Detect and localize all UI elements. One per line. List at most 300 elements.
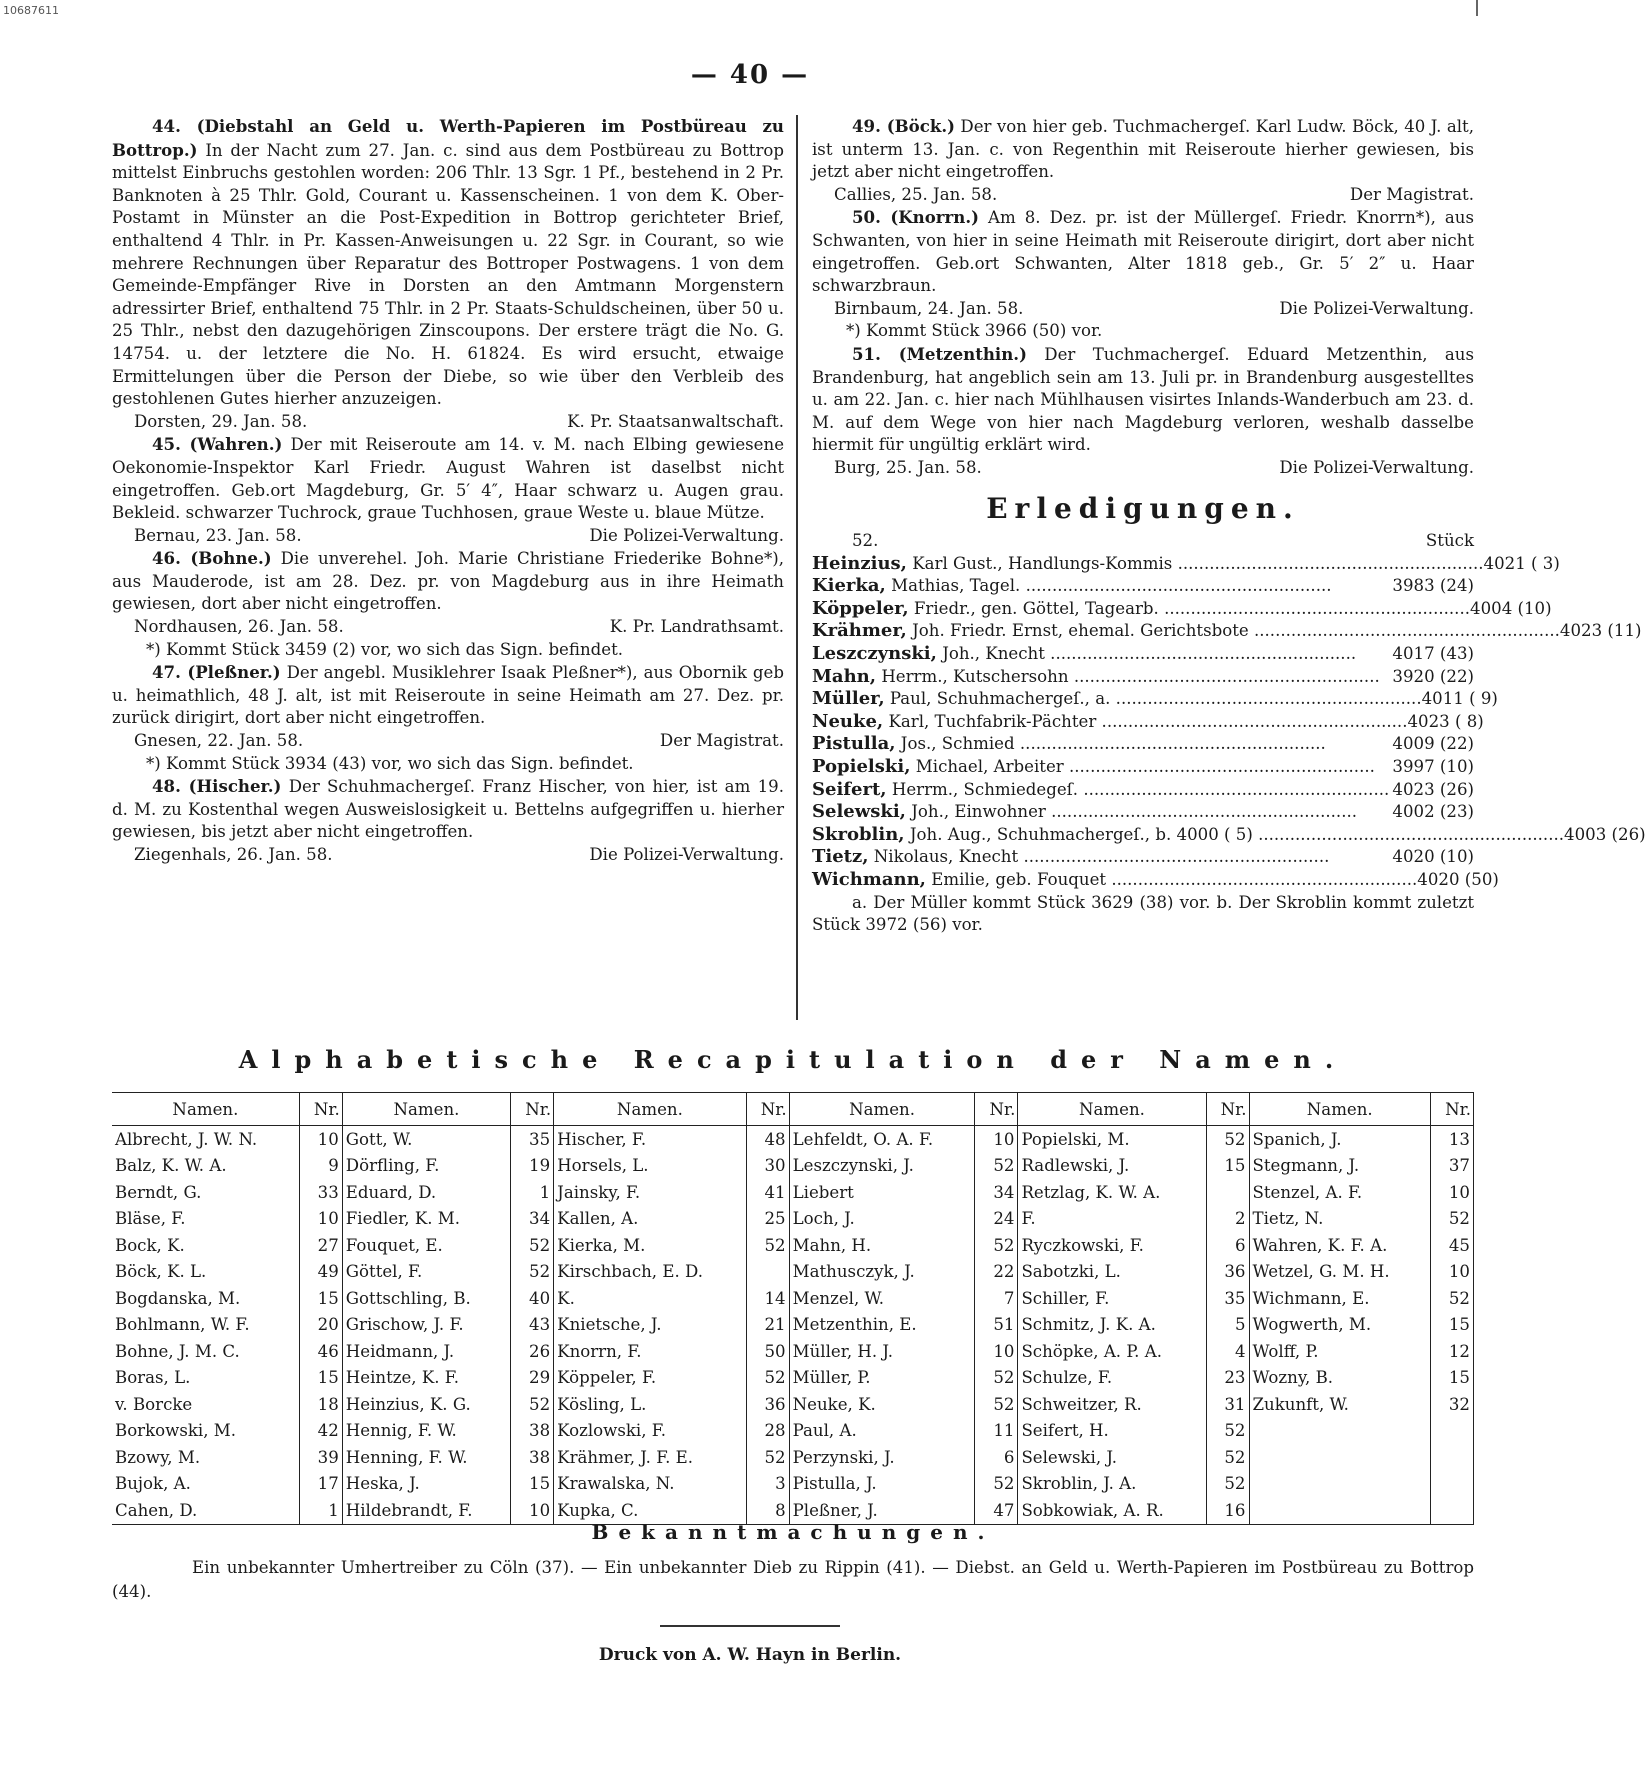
recap-nr-cell: 34 — [511, 1206, 554, 1233]
recap-row — [112, 1391, 1474, 1418]
recap-nr-cell: 11 — [975, 1418, 1018, 1445]
notice-head: 48. (Hischer.) — [152, 776, 282, 797]
recap-nr-cell: 34 — [975, 1179, 1018, 1206]
erledigung-text: Popielski, Michael, Arbeiter .......................................................... — [812, 756, 1375, 778]
erledigung-text: Skroblin, Joh. Aug., Schuhmachergeſ., b. 4000 ( 5) .......................................................... — [812, 823, 1565, 845]
recap-name-cell: Gott, W. — [345, 1129, 413, 1149]
erledigung-text: Wichmann, Emilie, geb. Fouquet .......................................................... — [812, 869, 1418, 890]
erledigung-name: Köppeler, — [812, 597, 909, 619]
recap-nr-cell: 52 — [975, 1232, 1018, 1259]
recap-nr-cell: 30 — [746, 1153, 789, 1180]
notice-signature — [112, 844, 784, 867]
recap-table — [112, 1092, 1474, 1525]
erledigungen-list — [812, 552, 1646, 892]
notice-place: Callies, 25. Jan. 58. — [834, 184, 998, 204]
notice-entry — [112, 433, 784, 524]
erledigung-text: Köppeler, Friedr., gen. Göttel, Tagearb. .......................................................... — [812, 597, 1471, 619]
recap-nr-cell: 22 — [975, 1259, 1018, 1286]
recap-col-name: Namen. — [112, 1093, 299, 1126]
erledigung-text: Selewski, Joh., Einwohner .......................................................... — [812, 801, 1358, 823]
recap-nr-cell: 38 — [511, 1418, 554, 1445]
erledigung-name: Leszczynski, — [812, 643, 937, 665]
erledigung-detail: Joh. Aug., Schuhmachergeſ., b. 4000 ( 5) — [909, 824, 1253, 844]
right-entries — [812, 115, 1474, 480]
recap-name-cell: Leszczynski, J. — [792, 1156, 914, 1176]
recap-nr-cell: 51 — [975, 1312, 1018, 1339]
recap-row — [112, 1418, 1474, 1445]
recap-nr-cell: 1 — [299, 1497, 342, 1524]
erledigung-detail: Herrm., Schmiedegeſ. — [891, 779, 1079, 799]
recap-name-cell: Bogdanska, M. — [115, 1288, 241, 1308]
erledigung-detail: Joh., Einwohner — [911, 802, 1046, 822]
erledigung-detail: Michael, Arbeiter — [915, 757, 1064, 777]
recap-body — [112, 1126, 1474, 1525]
recap-name-cell: Albrecht, J. W. N. — [115, 1129, 258, 1149]
recap-nr-cell: 31 — [1206, 1391, 1249, 1418]
recap-nr-cell: 5 — [1206, 1312, 1249, 1339]
recap-nr-cell: 48 — [746, 1126, 789, 1153]
erledigung-row — [812, 552, 1560, 576]
recap-col-name: Namen. — [1249, 1093, 1431, 1126]
erledigung-name: Mahn, — [812, 665, 877, 687]
erledigung-stueck: 4020 (10) — [1392, 847, 1474, 867]
recap-row — [112, 1179, 1474, 1206]
notice-authority: Die Polizei-Verwaltung. — [1279, 457, 1474, 477]
recap-name-cell: Mathusczyk, J. — [792, 1262, 915, 1282]
recap-nr-cell: 17 — [299, 1471, 342, 1498]
recap-nr-cell: 15 — [1206, 1153, 1249, 1180]
recap-nr-cell: 28 — [746, 1418, 789, 1445]
recap-name-cell: Wolff, P. — [1252, 1341, 1319, 1361]
recap-name-cell: Wogwerth, M. — [1252, 1315, 1372, 1335]
erledigung-row — [812, 575, 1474, 598]
stueck-label: Stück — [1425, 531, 1474, 551]
recap-name-cell: Schweitzer, R. — [1021, 1394, 1142, 1414]
notice-head: 46. (Bohne.) — [152, 548, 272, 569]
recap-name-cell: Radlewski, J. — [1021, 1156, 1130, 1176]
recap-name-cell: Schulze, F. — [1021, 1368, 1113, 1388]
recap-name-cell: Berndt, G. — [115, 1182, 202, 1202]
erledigung-name: Pistulla, — [812, 733, 896, 755]
notice-place: Nordhausen, 26. Jan. 58. — [134, 617, 344, 637]
bekanntmachungen-text: Ein unbekannter Umhertreiber zu Cöln (37). — Ein unbekannter Dieb zu Rippin (41). — Diebst. an Geld u. Werth-Papieren im Postbüreau zu Bottrop (44). — [112, 1558, 1474, 1601]
erledigung-stueck: 4017 (43) — [1392, 644, 1474, 664]
recap-name-cell: Cahen, D. — [112, 1497, 299, 1524]
notice-body: Der angebl. Musiklehrer Isaak Pleßner*), aus Obornik geb u. heimathlich, 48 J. alt, ist mit Reiseroute in seine Heimath am 27. Dez. pr. zurück dirigirt, dort aber nicht eingetroffen. — [112, 663, 784, 728]
recap-nr-cell: 40 — [511, 1285, 554, 1312]
erledigung-row — [812, 756, 1474, 779]
recap-name-cell: Kösling, L. — [557, 1394, 647, 1414]
notice-entry — [812, 115, 1474, 184]
recap-nr-cell: 52 — [1206, 1126, 1249, 1153]
erledigung-name: Seifert, — [812, 778, 887, 800]
margin-mark — [1476, 0, 1478, 16]
recap-name-cell: Köppeler, F. — [557, 1368, 657, 1388]
recap-nr-cell: 52 — [746, 1444, 789, 1471]
recap-col-nr: Nr. — [1431, 1093, 1474, 1126]
recap-name-cell: Bujok, A. — [115, 1474, 191, 1494]
recap-nr-cell: 52 — [511, 1232, 554, 1259]
recap-name-cell — [1249, 1418, 1431, 1445]
erledigung-name: Wichmann, — [812, 869, 926, 890]
recap-nr-cell: 52 — [975, 1365, 1018, 1392]
notice-footnote: *) Kommt Stück 3966 (50) vor. — [846, 321, 1103, 341]
notice-authority: Die Polizei-Verwaltung. — [589, 525, 784, 545]
recap-nr-cell — [1431, 1444, 1474, 1471]
recap-name-cell: Bzowy, M. — [115, 1447, 201, 1467]
recap-name-cell: Lehfeldt, O. A. F. — [792, 1129, 934, 1149]
erledigung-stueck: 4002 (23) — [1392, 802, 1474, 822]
recap-nr-cell: 15 — [511, 1471, 554, 1498]
erledigung-row — [812, 666, 1474, 689]
notice-entry — [112, 547, 784, 616]
erledigung-row — [812, 620, 1642, 643]
erledigung-name: Müller, — [812, 688, 885, 710]
erledigung-name: Krähmer, — [812, 620, 907, 642]
bekanntmachungen-title: Bekanntmachungen. — [591, 1520, 995, 1544]
erledigung-detail: Herrm., Kutschersohn — [881, 666, 1069, 686]
erledigung-stueck: 4021 ( 3) — [1483, 553, 1560, 573]
recap-name-cell: Borkowski, M. — [115, 1421, 237, 1441]
notice-body: Die unverehel. Joh. Marie Christiane Friederike Bohne*), aus Mauderode, ist am 28. Dez. pr. von Magdeburg aus in ihre Heimath gewiesen, dort aber nicht eingetroffen. — [112, 549, 785, 614]
recap-nr-cell: 52 — [511, 1391, 554, 1418]
recap-nr-cell: 52 — [975, 1471, 1018, 1498]
recap-name-cell: Metzenthin, E. — [792, 1315, 917, 1335]
recap-name-cell: Heinzius, K. G. — [345, 1394, 471, 1414]
recap-name-cell: Mahn, H. — [792, 1235, 872, 1255]
recap-name-cell: Paul, A. — [792, 1421, 857, 1441]
notice-authority: K. Pr. Landrathsamt. — [609, 617, 784, 637]
notice-place: Bernau, 23. Jan. 58. — [134, 525, 302, 545]
recap-nr-cell: 23 — [1206, 1365, 1249, 1392]
erledigung-detail: Joh. Friedr. Ernst, ehemal. Gerichtsbote — [912, 621, 1249, 641]
recap-nr-cell: 2 — [1206, 1206, 1249, 1233]
erledigung-row — [812, 869, 1499, 892]
erledigung-text: Leszczynski, Joh., Knecht .......................................................... — [812, 643, 1357, 665]
notice-body: Der von hier geb. Tuchmachergeſ. Karl Ludw. Böck, 40 J. alt, ist unterm 13. Jan. c. von Regenthin mit Reiseroute hierher gewiesen, bis jetzt aber nicht eingetroffen. — [812, 117, 1474, 182]
erledigung-detail: Emilie, geb. Fouquet — [931, 870, 1107, 889]
erledigung-stueck: 4020 (50) — [1417, 870, 1499, 889]
recap-name-cell: Boras, L. — [115, 1368, 191, 1388]
recap-name-cell: Zukunft, W. — [1252, 1394, 1349, 1414]
recap-nr-cell: 36 — [746, 1391, 789, 1418]
recap-name-cell: Müller, H. J. — [792, 1341, 894, 1361]
right-column — [812, 115, 1646, 937]
recap-nr-cell: 20 — [299, 1312, 342, 1339]
erledigung-stueck: 4023 (26) — [1392, 779, 1474, 799]
recap-nr-cell: 10 — [511, 1497, 554, 1524]
recap-nr-cell: 49 — [299, 1259, 342, 1286]
recap-nr-cell: 47 — [975, 1497, 1018, 1524]
recap-name-cell: Heska, J. — [345, 1474, 420, 1494]
recap-nr-cell: 12 — [1431, 1338, 1474, 1365]
recap-nr-cell: 18 — [299, 1391, 342, 1418]
recap-nr-cell: 36 — [1206, 1259, 1249, 1286]
erledigung-row — [812, 733, 1474, 756]
notice-signature — [812, 184, 1474, 207]
recap-name-cell: Kierka, M. — [557, 1235, 646, 1255]
recap-row — [112, 1444, 1474, 1471]
erledigung-name: Kierka, — [812, 575, 886, 597]
recap-row — [112, 1232, 1474, 1259]
recap-nr-cell: 7 — [975, 1285, 1018, 1312]
recap-name-cell: Popielski, M. — [1021, 1129, 1130, 1149]
recap-col-name: Namen. — [554, 1093, 746, 1126]
recap-name-cell: Henning, F. W. — [345, 1447, 468, 1467]
recap-name-cell: Sabotzki, L. — [1021, 1262, 1121, 1282]
recap-name-cell: Dörfling, F. — [345, 1156, 440, 1176]
erledigung-row — [812, 643, 1474, 666]
notice-authority: Der Magistrat. — [659, 731, 784, 751]
printer-line: Druck von A. W. Hayn in Berlin. — [598, 1645, 902, 1665]
page-number: — 40 — — [690, 60, 810, 90]
recap-nr-cell: 42 — [299, 1418, 342, 1445]
notice-entry — [112, 115, 784, 411]
recap-nr-cell: 41 — [746, 1179, 789, 1206]
recap-nr-cell: 1 — [511, 1179, 554, 1206]
recap-nr-cell — [746, 1259, 789, 1286]
recap-col-nr: Nr. — [511, 1093, 554, 1126]
recap-nr-cell: 6 — [1206, 1232, 1249, 1259]
erledigung-detail: Jos., Schmied — [900, 734, 1015, 754]
recap-nr-cell: 6 — [975, 1444, 1018, 1471]
recap-nr-cell: 35 — [511, 1126, 554, 1153]
recap-name-cell: Schiller, F. — [1021, 1288, 1110, 1308]
recap-name-cell: Seifert, H. — [1021, 1421, 1109, 1441]
erledigung-text: Mahn, Herrm., Kutschersohn .......................................................... — [812, 665, 1380, 687]
recap-name-cell: Pleßner, J. — [789, 1497, 975, 1524]
erledigung-name: Neuke, — [812, 710, 884, 732]
recap-name-cell: Kupka, C. — [554, 1497, 746, 1524]
recap-title: Alphabetische Recapitulation der Namen. — [238, 1045, 1348, 1074]
recap-nr-cell: 52 — [1431, 1285, 1474, 1312]
recap-nr-cell: 10 — [975, 1338, 1018, 1365]
notice-signature — [812, 298, 1474, 321]
recap-nr-cell — [1206, 1179, 1249, 1206]
erledigung-stueck: 4011 ( 9) — [1421, 689, 1498, 709]
recap-nr-cell: 9 — [299, 1153, 342, 1180]
recap-nr-cell: 14 — [746, 1285, 789, 1312]
notice-body: In der Nacht zum 27. Jan. c. sind aus dem Postbüreau zu Bottrop mittelst Einbruchs gestohlen worden: 206 Thlr. 13 Sgr. 1 Pf., bestehend in 2 Pr. Banknoten à 25 Thlr. Gold, Courant u. Kassenscheinen. 1 von dem K. Ober-Postamt in Münster an die Post-Expedition in Bottrop gerichteter Brief, enthaltend 4 Thlr. in Pr. Kassen-Anweisungen u. 22 Sgr. in Courant, so wie mehrere Rechnungen über Reparatur des Bottroper Postwagens. 1 von dem Gemeinde-Empfänger Rive in Dorsten an den Amtmann Morgenstern adressirter Brief, enthaltend 75 Thlr. in 2 Pr. Staats-Schuldscheinen, über 50 u. 25 Thlr., nebst den dazugehörigen Zinscoupons. Der erstere trägt die No. G. 14754. u. der letztere die No. H. 61824. Es wird ersucht, etwaige Ermittelungen über die Person der Diebe, so wie über den Verbleib des gestohlenen Gutes hierher anzuzeigen. — [112, 140, 785, 409]
recap-name-cell: F. — [1021, 1209, 1036, 1229]
erledigung-row — [812, 710, 1484, 734]
recap-name-cell: Gottschling, B. — [345, 1288, 471, 1308]
recap-nr-cell: 45 — [1431, 1232, 1474, 1259]
recap-nr-cell — [1431, 1471, 1474, 1498]
erledigung-stueck: 3983 (24) — [1392, 576, 1474, 596]
recap-col-name: Namen. — [789, 1093, 975, 1126]
recap-name-cell: Neuke, K. — [792, 1394, 876, 1414]
erledigung-detail: Mathias, Tagel. — [891, 576, 1021, 596]
erledigungen-note: a. Der Müller kommt Stück 3629 (38) vor. b. Der Skroblin kommt zuletzt Stück 3972 (56) vor. — [812, 892, 1474, 935]
recap-name-cell: Heintze, K. F. — [345, 1368, 459, 1388]
recap-name-cell: Schmitz, J. K. A. — [1021, 1315, 1156, 1335]
erledigung-text: Krähmer, Joh. Friedr. Ernst, ehemal. Gerichtsbote .......................................................... — [812, 620, 1560, 642]
erledigung-stueck: 4023 (11) — [1559, 621, 1642, 641]
erledigung-stueck: 4004 (10) — [1470, 598, 1552, 618]
recap-name-cell: Selewski, J. — [1021, 1447, 1118, 1467]
recap-col-nr: Nr. — [975, 1093, 1018, 1126]
recap-nr-cell: 35 — [1206, 1285, 1249, 1312]
recap-name-cell: Bohne, J. M. C. — [115, 1341, 240, 1361]
recap-name-cell — [1249, 1444, 1431, 1471]
recap-nr-cell: 37 — [1431, 1153, 1474, 1180]
catalog-id: 10687611 — [3, 4, 59, 17]
erledigung-stueck: 4003 (26) — [1564, 824, 1646, 844]
erledigung-name: Selewski, — [812, 801, 906, 823]
erledigung-row — [812, 846, 1474, 869]
erledigung-row — [812, 801, 1474, 824]
recap-name-cell: Liebert — [792, 1182, 854, 1202]
recap-nr-cell: 16 — [1206, 1497, 1249, 1524]
notice-body: Der mit Reiseroute am 14. v. M. nach Elbing gewiesene Oekonomie-Inspektor Karl Friedr. August Wahren ist daselbst nicht eingetroffen. Geb.ort Magdeburg, Gr. 5′ 4″, Haar schwarz u. Augen grau. Bekleid. schwarzer Tuchrock, graue Tuchhosen, graue Weste u. blaue Mütze. — [112, 435, 785, 523]
recap-nr-cell: 52 — [975, 1391, 1018, 1418]
notice-head: 44. (Diebstahl an Geld u. Werth-Papieren im Postbüreau zu Bottrop.) — [112, 116, 784, 160]
recap-name-cell: Heidmann, J. — [345, 1341, 455, 1361]
notice-authority: K. Pr. Staatsanwaltschaft. — [567, 411, 784, 431]
recap-col-nr: Nr. — [299, 1093, 342, 1126]
erledigung-text: Müller, Paul, Schuhmachergeſ., a. .......................................................... — [812, 688, 1422, 710]
recap-row — [112, 1206, 1474, 1233]
recap-nr-cell: 4 — [1206, 1338, 1249, 1365]
recap-col-name: Namen. — [342, 1093, 510, 1126]
recap-nr-cell: 39 — [299, 1444, 342, 1471]
recap-nr-cell: 52 — [1206, 1444, 1249, 1471]
recap-nr-cell: 26 — [511, 1338, 554, 1365]
recap-name-cell: Fiedler, K. M. — [345, 1209, 461, 1229]
notice-head: 50. (Knorrn.) — [852, 207, 979, 228]
recap-name-cell: Kallen, A. — [557, 1209, 639, 1229]
recap-nr-cell: 52 — [746, 1232, 789, 1259]
recap-name-cell: Retzlag, K. W. A. — [1021, 1182, 1161, 1202]
recap-nr-cell — [1431, 1418, 1474, 1445]
erledigung-row — [812, 688, 1498, 711]
erledigung-detail: Nikolaus, Knecht — [873, 847, 1019, 867]
recap-name-cell: Stegmann, J. — [1252, 1156, 1360, 1176]
recap-name-cell: Krähmer, J. F. E. — [557, 1447, 694, 1467]
notice-signature — [112, 525, 784, 548]
erledigung-stueck: 4023 ( 8) — [1407, 711, 1484, 731]
notice-body: Der Schuhmachergeſ. Franz Hischer, von hier, ist am 19. d. M. zu Kostenthal wegen Ausweislosigkeit u. Bettelns aufgegriffen u. hierher gewiesen, bis jetzt aber nicht eingetroffen. — [112, 777, 784, 842]
recap-row — [112, 1285, 1474, 1312]
recap-nr-cell: 33 — [299, 1179, 342, 1206]
recap-name-cell: Fouquet, E. — [345, 1235, 443, 1255]
recap-name-cell: Skroblin, J. A. — [1021, 1474, 1137, 1494]
notice-footnote: *) Kommt Stück 3459 (2) vor, wo sich das Sign. befindet. — [146, 639, 624, 659]
recap-name-cell: Hischer, F. — [557, 1129, 647, 1149]
recap-name-cell: K. — [557, 1288, 575, 1308]
notice-entry — [812, 343, 1474, 457]
recap-nr-cell: 29 — [511, 1365, 554, 1392]
erledigung-row — [812, 597, 1552, 621]
erledigungen-title: Erledigungen. — [986, 491, 1300, 525]
column-divider — [796, 115, 798, 1020]
recap-nr-cell: 52 — [1206, 1471, 1249, 1498]
recap-nr-cell: 38 — [511, 1444, 554, 1471]
recap-nr-cell: 52 — [746, 1365, 789, 1392]
recap-nr-cell: 32 — [1431, 1391, 1474, 1418]
recap-name-cell: Eduard, D. — [345, 1182, 437, 1202]
recap-name-cell: Loch, J. — [792, 1209, 855, 1229]
recap-name-cell: Bock, K. — [115, 1235, 185, 1255]
recap-nr-cell: 10 — [975, 1126, 1018, 1153]
recap-name-cell: Schöpke, A. P. A. — [1021, 1341, 1162, 1361]
left-entries — [112, 115, 784, 867]
recap-nr-cell: 15 — [1431, 1312, 1474, 1339]
notice-body: Der Tuchmachergeſ. Eduard Metzenthin, aus Brandenburg, hat angeblich sein am 13. Juli pr. in Brandenburg ausgestelltes u. am 22. Jan. c. hier nach Mühlhausen visirtes Inlands-Wanderbuch am 23. d. M. auf dem Wege von hier nach Magdeburg verloren, weshalb dasselbe hiermit für ungültig erklärt wird. — [812, 344, 1475, 455]
recap-nr-cell: 15 — [1431, 1365, 1474, 1392]
recap-name-cell: Kozlowski, F. — [557, 1421, 666, 1441]
notice-footnote: *) Kommt Stück 3934 (43) vor, wo sich das Sign. befindet. — [146, 753, 634, 773]
erledigung-row — [812, 823, 1646, 847]
recap-row — [112, 1338, 1474, 1365]
recap-name-cell: Hennig, F. W. — [345, 1421, 457, 1441]
recap-name-cell: Ryczkowski, F. — [1021, 1235, 1144, 1255]
recap-nr-cell: 10 — [1431, 1259, 1474, 1286]
erledigungen-header — [812, 530, 1474, 553]
recap-name-cell: Stenzel, A. F. — [1252, 1182, 1363, 1202]
recap-name-cell: Tietz, N. — [1252, 1209, 1324, 1229]
recap-name-cell: Knorrn, F. — [557, 1341, 642, 1361]
recap-name-cell: Menzel, W. — [792, 1288, 884, 1308]
erledigung-text: Pistulla, Jos., Schmied .......................................................... — [812, 733, 1326, 755]
recap-name-cell: Göttel, F. — [345, 1262, 423, 1282]
recap-nr-cell: 8 — [746, 1497, 789, 1524]
recap-nr-cell: 10 — [299, 1206, 342, 1233]
notice-place: Dorsten, 29. Jan. 58. — [134, 411, 308, 431]
recap-name-cell: Müller, P. — [792, 1368, 871, 1388]
notice-head: 49. (Böck.) — [852, 116, 955, 136]
erledigung-detail: Joh., Knecht — [942, 644, 1045, 664]
recap-col-nr: Nr. — [746, 1093, 789, 1126]
notice-head: 47. (Pleßner.) — [152, 662, 281, 683]
notice-entry — [112, 775, 784, 844]
recap-nr-cell: 46 — [299, 1338, 342, 1365]
erledigungen-number: 52. — [852, 531, 879, 551]
erledigung-name: Heinzius, — [812, 552, 907, 574]
recap-name-cell: Perzynski, J. — [792, 1447, 895, 1467]
recap-name-cell: Spanich, J. — [1252, 1129, 1342, 1149]
notice-place: Gnesen, 22. Jan. 58. — [134, 731, 304, 751]
erledigung-detail: Karl Gust., Handlungs-Kommis — [912, 553, 1173, 573]
recap-nr-cell: 43 — [511, 1312, 554, 1339]
notice-signature — [112, 616, 784, 639]
notice-authority: Die Polizei-Verwaltung. — [1279, 298, 1474, 318]
recap-nr-cell: 52 — [1431, 1206, 1474, 1233]
recap-nr-cell: 10 — [1431, 1179, 1474, 1206]
recap-name-cell: Wichmann, E. — [1252, 1288, 1370, 1308]
notice-authority: Der Magistrat. — [1349, 184, 1474, 204]
notice-signature — [112, 730, 784, 753]
recap-nr-cell: 13 — [1431, 1126, 1474, 1153]
recap-nr-cell: 25 — [746, 1206, 789, 1233]
recap-name-cell: Bläse, F. — [115, 1209, 186, 1229]
recap-nr-cell: 27 — [299, 1232, 342, 1259]
left-column — [112, 115, 784, 867]
recap-name-cell: Hildebrandt, F. — [342, 1497, 510, 1524]
recap-row — [112, 1312, 1474, 1339]
notice-signature — [112, 411, 784, 434]
erledigung-detail: Karl, Tuchfabrik-Pächter — [888, 711, 1097, 731]
recap-name-cell: Wozny, B. — [1252, 1368, 1334, 1388]
notice-head: 51. (Metzenthin.) — [852, 343, 1027, 364]
recap-nr-cell: 15 — [299, 1285, 342, 1312]
recap-nr-cell: 21 — [746, 1312, 789, 1339]
recap-name-cell: Wetzel, G. M. H. — [1252, 1262, 1390, 1282]
recap-col-name: Namen. — [1018, 1093, 1206, 1126]
erledigung-text: Seifert, Herrm., Schmiedegeſ. .......................................................... — [812, 778, 1390, 800]
recap-name-cell: Knietsche, J. — [557, 1315, 662, 1335]
